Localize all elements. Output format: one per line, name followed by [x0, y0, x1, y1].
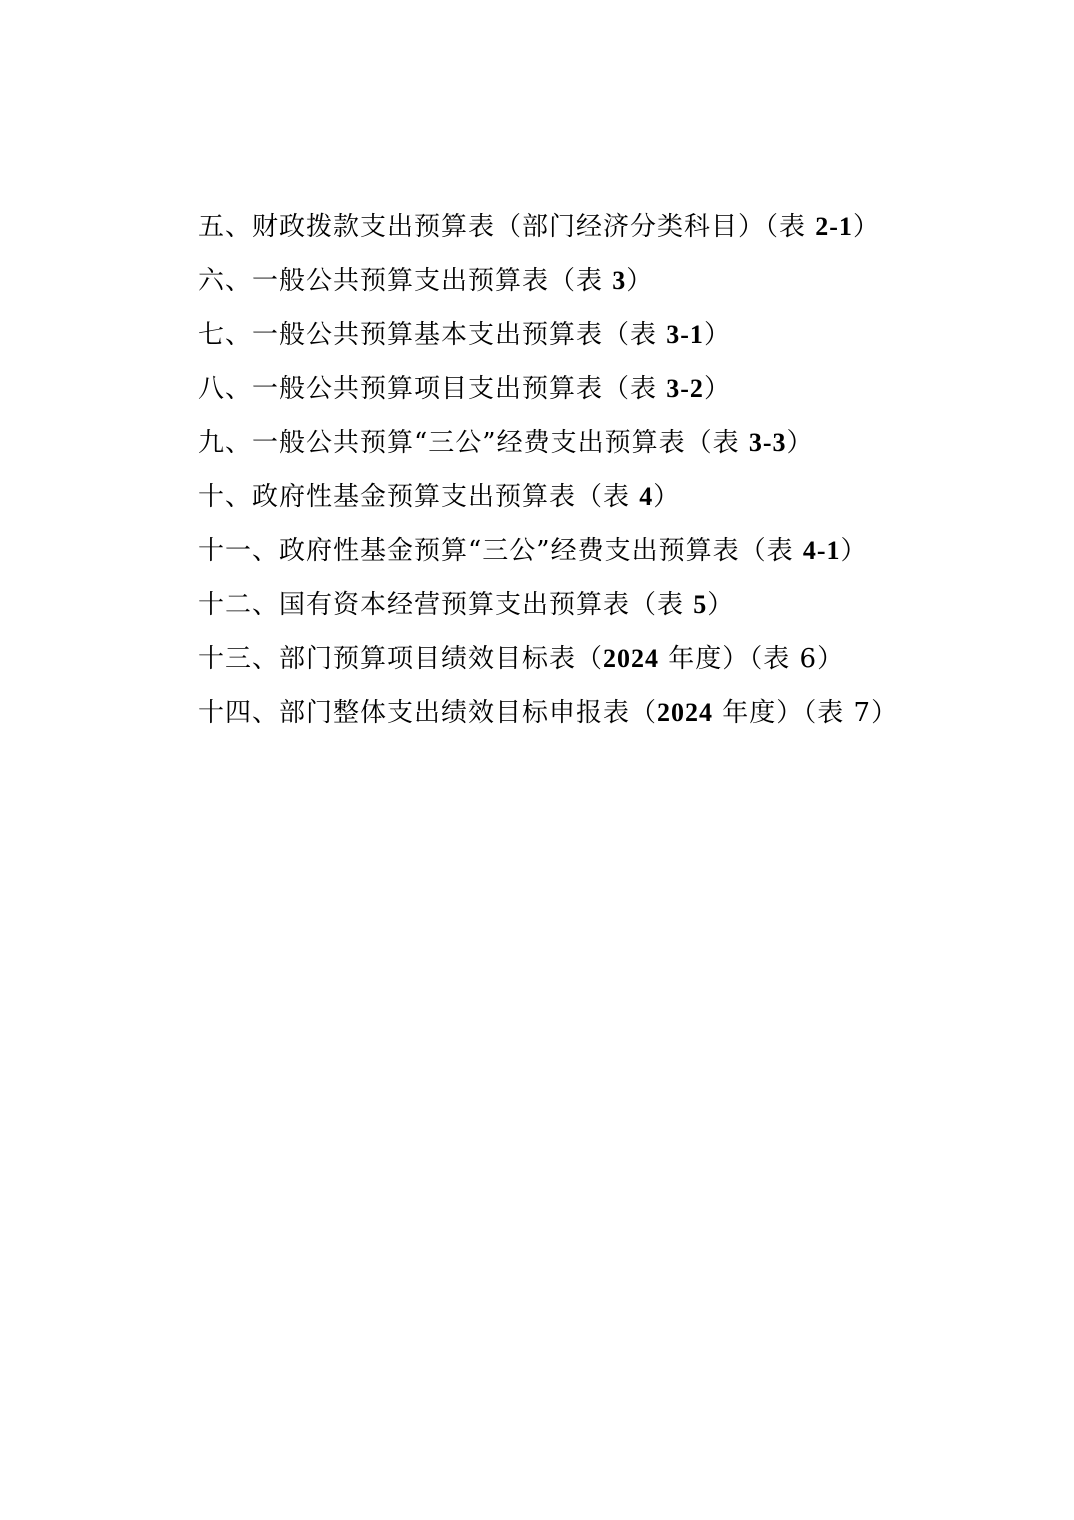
toc-item-7 — [198, 308, 998, 362]
toc-item-number: 4-1 — [802, 536, 841, 565]
toc-item-text: 八、一般公共预算项目支出预算表（表 — [198, 374, 667, 404]
toc-item-tail: ） — [786, 428, 814, 458]
toc-item-text: 九、一般公共预算“三公”经费支出预算表（表 — [198, 428, 749, 458]
toc-item-5 — [198, 200, 998, 254]
toc-item-tail: 年度）（表 7） — [713, 698, 899, 728]
toc-item-number: 3-2 — [666, 374, 704, 403]
toc-item-10 — [198, 470, 998, 524]
toc-item-8 — [198, 362, 998, 416]
toc-item-12 — [198, 578, 998, 632]
toc-item-number: 2024 — [603, 644, 660, 673]
toc-item-text: 十四、部门整体支出绩效目标申报表（ — [198, 698, 658, 728]
toc-item-6 — [198, 254, 998, 308]
toc-item-number: 2024 — [657, 698, 714, 727]
toc-item-text: 十三、部门预算项目绩效目标表（ — [198, 644, 604, 674]
toc-item-number: 3-3 — [748, 428, 787, 457]
table-of-contents — [198, 200, 998, 740]
toc-item-number: 3-1 — [666, 320, 704, 349]
toc-item-tail: ） — [703, 374, 731, 404]
toc-item-tail: ） — [703, 320, 731, 350]
toc-item-tail: ） — [653, 482, 681, 512]
toc-item-text: 六、一般公共预算支出预算表（表 — [198, 266, 613, 296]
toc-item-tail: ） — [852, 212, 880, 242]
toc-item-9 — [198, 416, 998, 470]
toc-item-tail: ） — [840, 536, 868, 566]
toc-item-text: 十、政府性基金预算支出预算表（表 — [198, 482, 640, 512]
toc-item-14 — [198, 686, 998, 740]
toc-item-number: 3 — [612, 266, 627, 295]
toc-item-text: 十一、政府性基金预算“三公”经费支出预算表（表 — [198, 536, 803, 566]
toc-item-number: 2-1 — [815, 212, 853, 241]
toc-item-text: 十二、国有资本经营预算支出预算表（表 — [198, 590, 694, 620]
toc-item-number: 5 — [693, 590, 708, 619]
toc-item-13 — [198, 632, 998, 686]
toc-item-text: 五、财政拨款支出预算表（部门经济分类科目）（表 — [198, 212, 816, 242]
toc-item-text: 七、一般公共预算基本支出预算表（表 — [198, 320, 667, 350]
toc-item-tail: 年度）（表 6） — [659, 644, 845, 674]
toc-item-tail: ） — [626, 266, 654, 296]
toc-item-tail: ） — [707, 590, 735, 620]
toc-item-11 — [198, 524, 998, 578]
toc-item-number: 4 — [639, 482, 654, 511]
